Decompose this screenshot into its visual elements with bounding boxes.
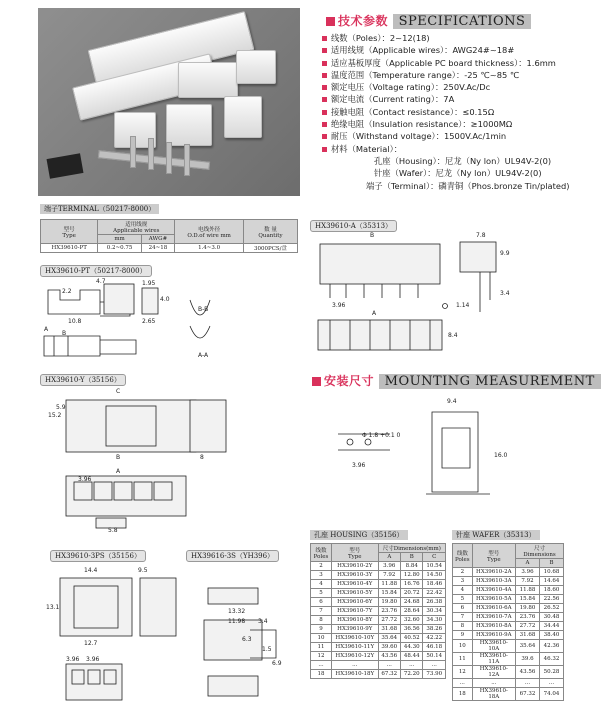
- spec-item: 耐压（Withstand voltage）：1500V.Ac/1min: [322, 130, 602, 142]
- a-drawing: [310, 236, 600, 366]
- table-row: [453, 586, 564, 595]
- pt-drawing: [40, 280, 300, 370]
- table-cell: 3.96: [515, 568, 539, 577]
- spec-item: 温度范围（Temperature range）：-25 ℃~85 ℃: [322, 69, 602, 81]
- table-cell: 2: [311, 562, 332, 571]
- table-cell: 74.04: [539, 688, 563, 701]
- table-cell: 11.88: [378, 580, 400, 589]
- material-item: 针座（Wafer）：尼龙（Ny lon）UL94V-2(0): [374, 168, 542, 179]
- table-cell: HX39610-12Y: [331, 652, 378, 661]
- spec-list: [322, 32, 602, 192]
- table-cell: ...: [331, 661, 378, 670]
- table-cell: 8.84: [401, 562, 423, 571]
- table-cell: 19.80: [378, 598, 400, 607]
- table-cell: 11: [311, 643, 332, 652]
- table-row: [311, 643, 446, 652]
- table-cell: 3: [311, 571, 332, 580]
- table-cell: HX39610-9Y: [331, 625, 378, 634]
- table-cell: 48.44: [401, 652, 423, 661]
- table-cell: 5: [311, 589, 332, 598]
- table-cell: HX39610-10A: [472, 640, 515, 653]
- table-cell: 43.56: [378, 652, 400, 661]
- table-cell: HX39610-3Y: [331, 571, 378, 580]
- table-row: [311, 598, 446, 607]
- table-row: [453, 688, 564, 701]
- bullet-square-icon: [326, 17, 335, 26]
- table-cell: 8: [311, 616, 332, 625]
- spec-item: 额定电流（Current rating）：7A: [322, 93, 602, 105]
- table-cell: ...: [378, 661, 400, 670]
- table-cell: 35.64: [515, 640, 539, 653]
- table-cell: HX39610-10Y: [331, 634, 378, 643]
- table-cell: 26.38: [423, 598, 446, 607]
- table-cell: HX39610-4Y: [331, 580, 378, 589]
- table-cell: 26.52: [539, 604, 563, 613]
- spec-item: 线数（Poles）：2~12(18): [322, 32, 602, 44]
- table-cell: 28.64: [401, 607, 423, 616]
- table-cell: 67.32: [378, 670, 400, 679]
- table-cell: 50.28: [539, 666, 563, 679]
- table-cell: 2: [453, 568, 473, 577]
- y-label: HX39610-Y（35156）: [40, 374, 126, 386]
- table-cell: ...: [311, 661, 332, 670]
- table-cell: 23.76: [515, 613, 539, 622]
- table-cell: 27.72: [515, 622, 539, 631]
- table-cell: HX39610-8A: [472, 622, 515, 631]
- table-cell: ...: [515, 679, 539, 688]
- table-cell: 34.30: [423, 616, 446, 625]
- product-photo: [38, 8, 300, 196]
- table-cell: HX39610-6Y: [331, 598, 378, 607]
- table-cell: 10.54: [423, 562, 446, 571]
- table-cell: HX39610-6A: [472, 604, 515, 613]
- table-cell: 40.52: [401, 634, 423, 643]
- table-cell: HX39610-7Y: [331, 607, 378, 616]
- table-cell: 30.34: [423, 607, 446, 616]
- a-label: HX39610-A（35313）: [310, 220, 397, 232]
- table-cell: 9: [453, 631, 473, 640]
- table-cell: 4: [453, 586, 473, 595]
- table-row: [311, 616, 446, 625]
- table-cell: 42.36: [539, 640, 563, 653]
- table-cell: HX39610-7A: [472, 613, 515, 622]
- spec-item: 绝缘电阻（Insulation resistance）：≥1000MΩ: [322, 118, 602, 130]
- table-cell: HX39610-2A: [472, 568, 515, 577]
- table-cell: 12: [453, 666, 473, 679]
- pt-label: HX39610-PT（50217-8000）: [40, 265, 152, 277]
- table-cell: HX39610-8Y: [331, 616, 378, 625]
- table-cell: 10.68: [539, 568, 563, 577]
- table-cell: 42.22: [423, 634, 446, 643]
- terminal-table: 型号 Type 适用线规 Applicable wires 电线外径 O.D.of wire mm 数 量 Quantity mm AWG# HX39610-PT 0.2~0.75 24~18 1.4~3.0 3000PCS/盘: [40, 219, 298, 253]
- table-cell: 46.32: [539, 653, 563, 666]
- table-cell: 39.60: [378, 643, 400, 652]
- table-cell: 18: [453, 688, 473, 701]
- table-cell: 44.30: [401, 643, 423, 652]
- table-row: [311, 589, 446, 598]
- wafer-table: 线数 Poles 型号 Type 尺寸Dimensions A B 2 HX39610-2A 3.96 10.68 3 HX39610-3A 7.92 14.64 4 HX39610-4A 11.88 18.60 5 HX39610-5A 15.84 22.56 6 HX39610-6A 19.80 26.52 7 HX39610-7A 23.76 30.48 8 HX39610-8A 27.72 34.44 9 HX39610-9A 31.68 38.40 10 HX39610-10A 35.64 42.36 11 HX39610-11A 39.6 46.32 12 HX39610-12A 43.56 50.28 ... ... ... ... 18 HX39610-18A 67.32 74.04: [452, 543, 564, 701]
- wafer-title: 针座 WAFER（35313）: [452, 530, 540, 540]
- table-cell: 7: [311, 607, 332, 616]
- table-cell: ...: [423, 661, 446, 670]
- terminal-title: 端子TERMINAL（50217-8000）: [40, 204, 159, 214]
- table-row: [311, 571, 446, 580]
- mount-title-en: MOUNTING MEASUREMENT: [379, 374, 601, 389]
- bullet-square-icon: [312, 377, 321, 386]
- table-cell: HX39610-11A: [472, 653, 515, 666]
- table-cell: HX39610-18A: [472, 688, 515, 701]
- table-cell: 4: [311, 580, 332, 589]
- table-row: [453, 640, 564, 653]
- spec-item: 接触电阻（Contact resistance）：≤0.15Ω: [322, 106, 602, 118]
- table-row: [311, 625, 446, 634]
- spec-item: 额定电压（Voltage rating）：250V.Ac/Dc: [322, 81, 602, 93]
- table-cell: 18.46: [423, 580, 446, 589]
- table-cell: 34.44: [539, 622, 563, 631]
- spec-item: 适应基板厚度（Applicable PC board thickness）：1.6mm: [322, 57, 602, 69]
- table-cell: 9: [311, 625, 332, 634]
- table-cell: 12: [311, 652, 332, 661]
- spec-heading: 技术参数 SPECIFICATIONS: [326, 12, 531, 29]
- table-cell: HX39610-11Y: [331, 643, 378, 652]
- table-cell: 36.56: [401, 625, 423, 634]
- table-cell: 73.90: [423, 670, 446, 679]
- table-cell: ...: [401, 661, 423, 670]
- table-cell: 15.84: [515, 595, 539, 604]
- table-cell: 7.92: [515, 577, 539, 586]
- table-cell: HX39610-5A: [472, 595, 515, 604]
- table-cell: 27.72: [378, 616, 400, 625]
- table-cell: 46.18: [423, 643, 446, 652]
- table-cell: 6: [311, 598, 332, 607]
- table-row: [311, 562, 446, 571]
- table-cell: 11.88: [515, 586, 539, 595]
- table-row: [311, 670, 446, 679]
- table-row: [453, 568, 564, 577]
- table-cell: 23.76: [378, 607, 400, 616]
- table-cell: 12.80: [401, 571, 423, 580]
- table-cell: 72.20: [401, 670, 423, 679]
- table-cell: 43.56: [515, 666, 539, 679]
- table-row: [311, 652, 446, 661]
- table-cell: 31.68: [378, 625, 400, 634]
- material-item: 孔座（Housing）：尼龙（Ny lon）UL94V-2(0): [374, 155, 552, 166]
- table-row: [311, 607, 446, 616]
- 3ps-drawing: [40, 566, 190, 716]
- table-row: [453, 604, 564, 613]
- table-row: [453, 577, 564, 586]
- table-cell: 35.64: [378, 634, 400, 643]
- 3s-drawing: [190, 580, 290, 710]
- table-cell: 18: [311, 670, 332, 679]
- spec-title-en: SPECIFICATIONS: [393, 14, 532, 29]
- table-cell: 20.72: [401, 589, 423, 598]
- table-cell: 3: [453, 577, 473, 586]
- table-cell: 32.60: [401, 616, 423, 625]
- table-cell: 7: [453, 613, 473, 622]
- table-row: [311, 580, 446, 589]
- table-row: [453, 679, 564, 688]
- table-cell: 6: [453, 604, 473, 613]
- table-cell: 38.26: [423, 625, 446, 634]
- table-cell: 16.76: [401, 580, 423, 589]
- table-row: HX39610-PT 0.2~0.75 24~18 1.4~3.0 3000PCS/盘: [41, 244, 298, 253]
- table-cell: 18.60: [539, 586, 563, 595]
- table-cell: 19.80: [515, 604, 539, 613]
- table-cell: 67.32: [515, 688, 539, 701]
- table-cell: 11: [453, 653, 473, 666]
- table-cell: HX39610-18Y: [331, 670, 378, 679]
- spec-item: 材料（Material）：: [322, 143, 602, 155]
- table-cell: 8: [453, 622, 473, 631]
- table-cell: 38.40: [539, 631, 563, 640]
- table-row: [453, 631, 564, 640]
- table-cell: 15.84: [378, 589, 400, 598]
- table-cell: 30.48: [539, 613, 563, 622]
- table-cell: 22.42: [423, 589, 446, 598]
- table-cell: 24.68: [401, 598, 423, 607]
- table-cell: ...: [453, 679, 473, 688]
- table-cell: 50.14: [423, 652, 446, 661]
- material-item: 端子（Terminal）：磷青铜（Phos.bronze Tin/plated): [366, 180, 570, 191]
- table-cell: 39.6: [515, 653, 539, 666]
- table-row: [453, 622, 564, 631]
- table-row: [311, 661, 446, 670]
- mount-heading: 安装尺寸 MOUNTING MEASUREMENT: [312, 372, 601, 389]
- table-row: [453, 595, 564, 604]
- table-row: [453, 666, 564, 679]
- table-cell: HX39610-2Y: [331, 562, 378, 571]
- 3ps-label: HX39610-3PS（35156）: [50, 550, 146, 562]
- table-cell: 10: [311, 634, 332, 643]
- table-cell: 14.64: [539, 577, 563, 586]
- table-cell: ...: [539, 679, 563, 688]
- housing-table: 线数 Poles 型号 Type 尺寸Dimensions(mm) A B C 2 HX39610-2Y 3.96 8.84 10.54 3 HX39610-3Y 7.92 12.80 14.50 4 HX39610-4Y 11.88 16.76 18.46 5 HX39610-5Y 15.84 20.72 22.42 6 HX39610-6Y 19.80 24.68 26.38 7 HX39610-7Y 23.76 28.64 30.34 8 HX39610-8Y 27.72 32.60 34.30 9 HX39610-9Y 31.68 36.56 38.26 10 HX39610-10Y 35.64 40.52 42.22 11 HX39610-11Y 39.60 44.30 46.18 12 HX39610-12Y 43.56 48.44 50.14 ... ... ... ... ... 18 HX39610-18Y 67.32 72.20 73.90: [310, 543, 446, 679]
- table-cell: 10: [453, 640, 473, 653]
- table-cell: HX39610-12A: [472, 666, 515, 679]
- y-drawing: [40, 392, 300, 542]
- table-cell: 3.96: [378, 562, 400, 571]
- table-cell: 31.68: [515, 631, 539, 640]
- table-cell: ...: [472, 679, 515, 688]
- mount-drawing: [330, 398, 590, 508]
- table-cell: HX39610-9A: [472, 631, 515, 640]
- table-cell: 5: [453, 595, 473, 604]
- table-row: [453, 613, 564, 622]
- table-cell: 7.92: [378, 571, 400, 580]
- 3s-label: HX39616-3S（YH396）: [186, 550, 279, 562]
- table-row: [311, 634, 446, 643]
- table-cell: 14.50: [423, 571, 446, 580]
- table-row: [453, 653, 564, 666]
- table-cell: HX39610-4A: [472, 586, 515, 595]
- spec-item: 适用线规（Applicable wires）：AWG24#~18#: [322, 44, 602, 56]
- table-cell: HX39610-3A: [472, 577, 515, 586]
- table-cell: HX39610-5Y: [331, 589, 378, 598]
- table-cell: 22.56: [539, 595, 563, 604]
- housing-title: 孔座 HOUSING（35156）: [310, 530, 408, 540]
